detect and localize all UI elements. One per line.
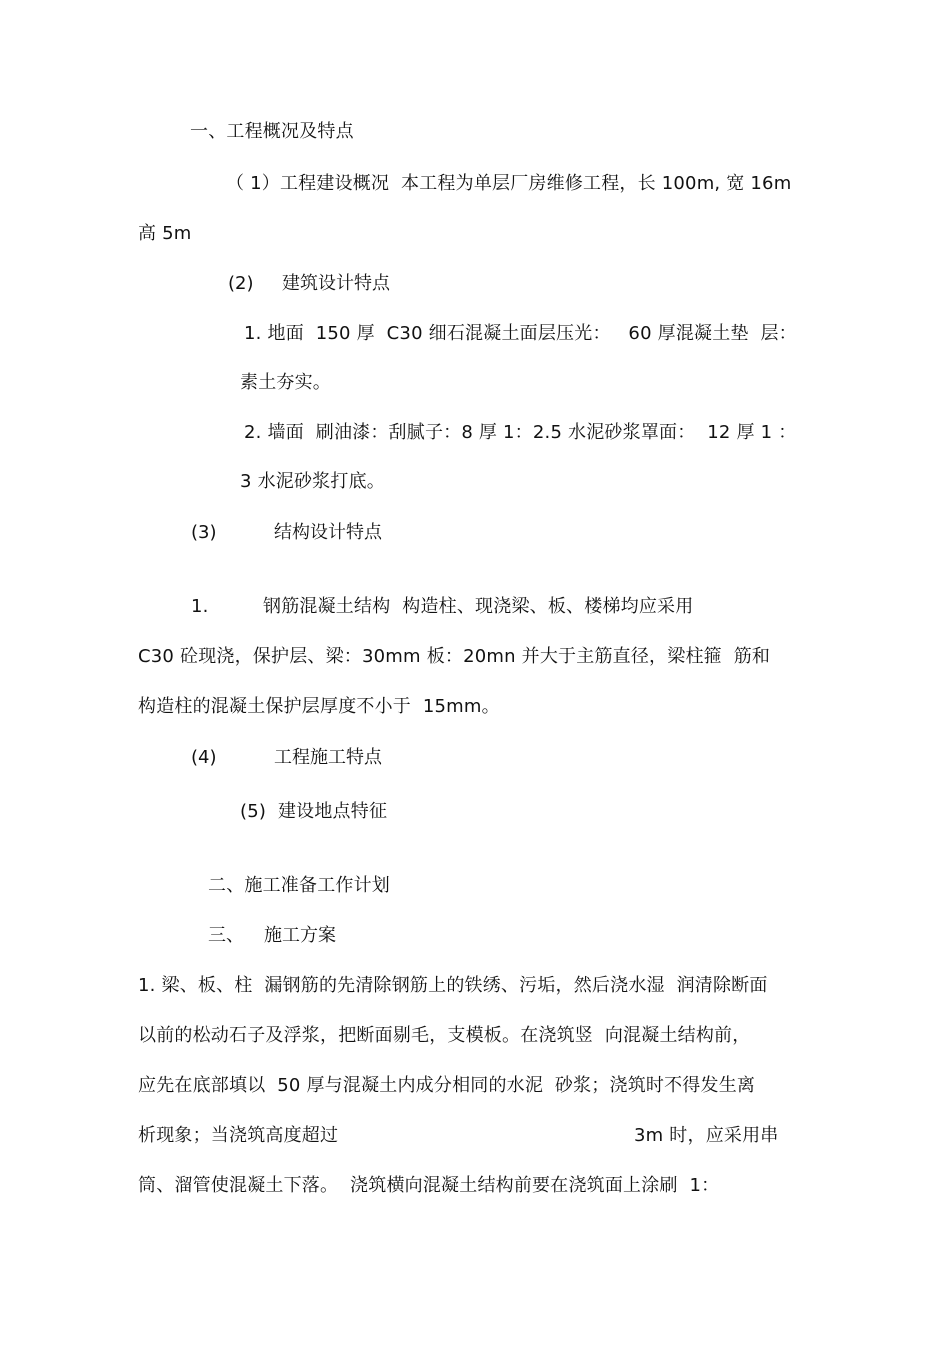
subsection-5: (5) 建设地点特征 xyxy=(240,801,388,822)
item-1-line-1: 1. 地面 150 厚 C30 细石混凝土面层压光： 60 厚混凝土垫 层： xyxy=(244,323,797,344)
section-1-paragraph-1-line-1: （ 1）工程建设概况 本工程为单层厂房维修工程，长 100m, 宽 16m xyxy=(226,173,792,194)
subsection-3-title: 结构设计特点 xyxy=(274,522,382,543)
section-3-paragraph-line-5: 筒、溜管使混凝土下落。 浇筑横向混凝土结构前要在浇筑面上涂刷 1： xyxy=(138,1175,720,1196)
section-3-paragraph-line-2: 以前的松动石子及浮浆，把断面剔毛，支模板。在浇筑竖 向混凝土结构前， xyxy=(138,1025,751,1046)
item-3-line-3: 构造柱的混凝土保护层厚度不小于 15mm。 xyxy=(138,696,500,717)
subsection-4-title: 工程施工特点 xyxy=(274,747,382,768)
item-1-line-2: 素土夯实。 xyxy=(240,372,331,393)
section-3-number: 三、 xyxy=(208,925,244,946)
section-3-paragraph-line-1: 1. 梁、板、柱 漏钢筋的先清除钢筋上的铁绣、污垢，然后浇水湿 润清除断面 xyxy=(138,975,768,996)
item-2-line-1: 2. 墙面 刷油漆：刮腻子：8 厚 1：2.5 水泥砂浆罩面： 12 厚 1 ： xyxy=(244,422,797,443)
subsection-3-label: (3) xyxy=(191,522,217,543)
section-3-paragraph-line-4b: 3m 时，应采用串 xyxy=(634,1125,779,1146)
section-3-paragraph-line-4a: 析现象；当浇筑高度超过 xyxy=(138,1125,339,1146)
item-3-number: 1. xyxy=(191,596,209,617)
item-3-line-2: C30 砼现浇，保护层、梁：30mm 板：20mn 并大于主筋直径，梁柱箍 筋和 xyxy=(138,646,771,667)
section-1-heading: 一、工程概况及特点 xyxy=(190,121,354,142)
section-3-title: 施工方案 xyxy=(264,925,336,946)
subsection-2-label: (2) xyxy=(228,273,254,294)
section-3-paragraph-line-3: 应先在底部填以 50 厚与混凝土内成分相同的水泥 砂浆；浇筑时不得发生离 xyxy=(138,1075,756,1096)
section-1-paragraph-1-line-2: 高 5m xyxy=(138,223,192,244)
section-2-heading: 二、施工准备工作计划 xyxy=(208,875,390,896)
subsection-2-title: 建筑设计特点 xyxy=(282,273,390,294)
subsection-4-label: (4) xyxy=(191,747,217,768)
item-2-line-2: 3 水泥砂浆打底。 xyxy=(240,471,385,492)
item-3-line-1: 钢筋混凝土结构 构造柱、现浇梁、板、楼梯均应采用 xyxy=(263,596,694,617)
